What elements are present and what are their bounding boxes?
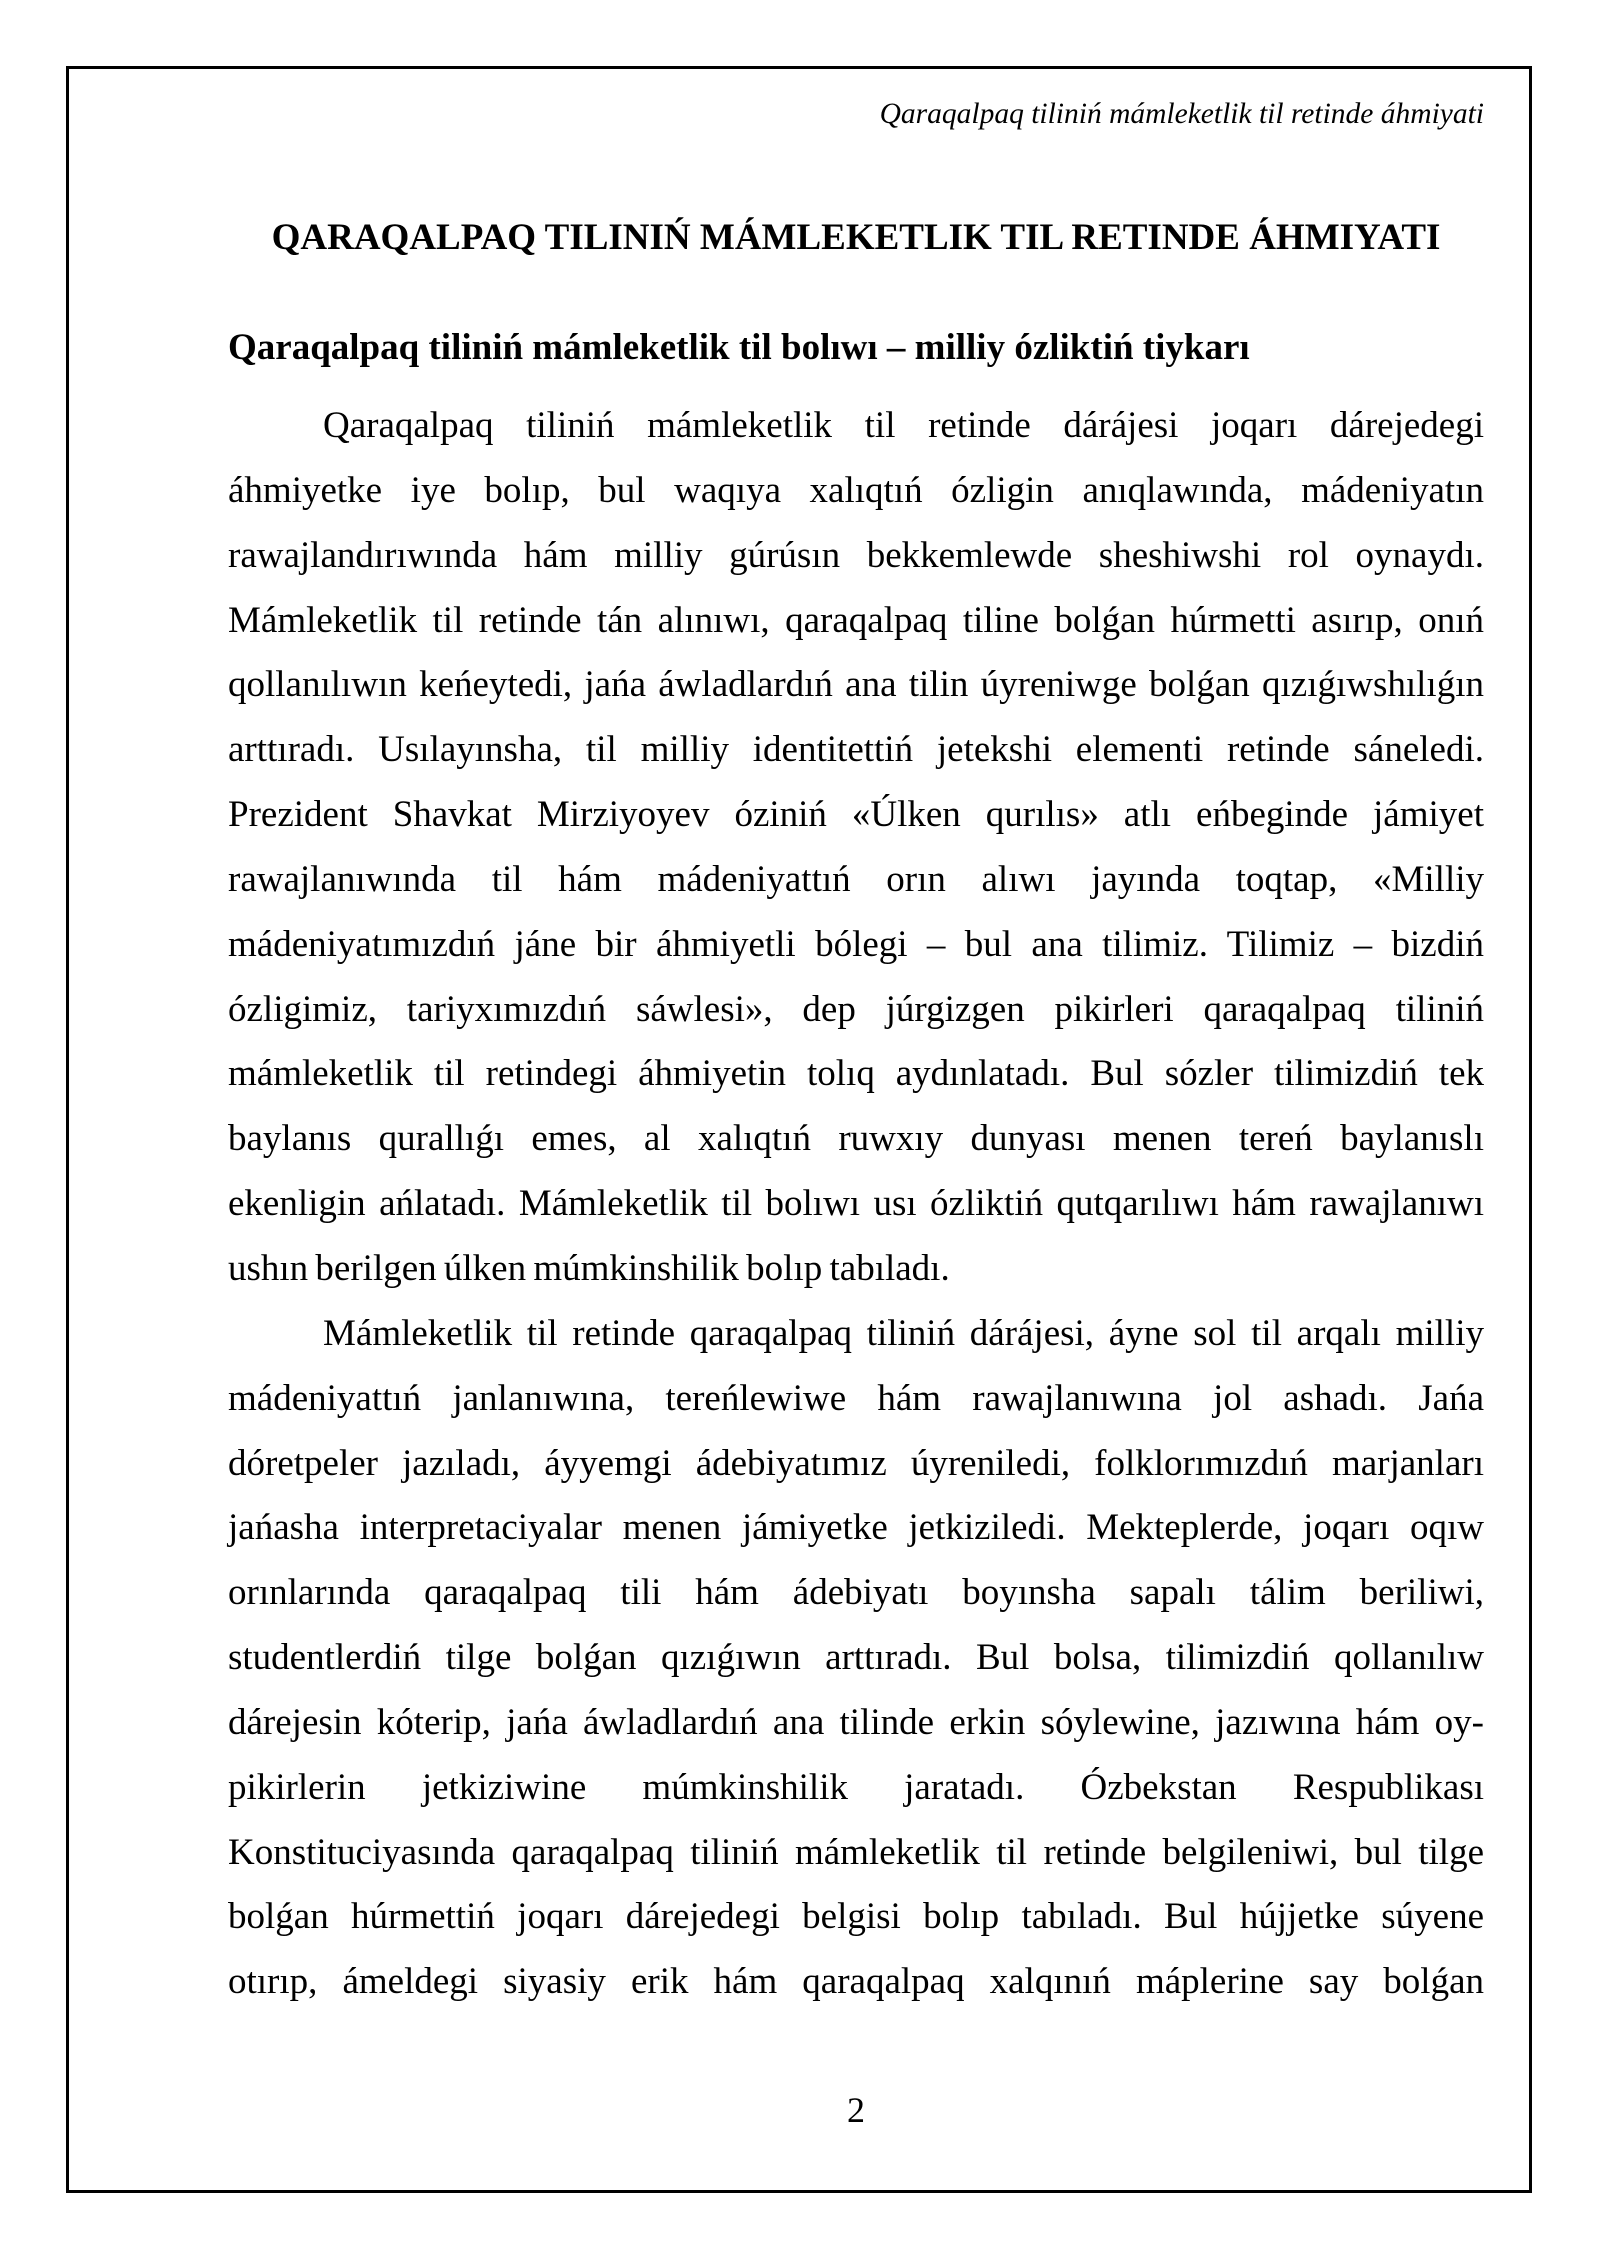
body-text-line: jańasha interpretaciyalar menen jámiyetke jetkiziledi. Mekteplerde, joqarı oqıw [228, 1507, 1484, 1549]
body-text-line: ekenligin ańlatadı. Mámleketlik til bolıwı usı ózliktiń qutqarılıwı hám rawajlanıwı [228, 1183, 1484, 1225]
body-text-line: orınlarında qaraqalpaq tili hám ádebiyatı boyınsha sapalı tálim beriliwi, [228, 1572, 1484, 1614]
body-text-line: dóretpeler jazıladı, áyyemgi ádebiyatımız úyreniledi, folklorımızdıń marjanları [228, 1442, 1484, 1484]
section-heading: Qaraqalpaq tiliniń mámleketlik til bolıwı – milliy ózliktiń tiykarı [228, 327, 1250, 368]
body-text-line: pikirlerin jetkiziwine múmkinshilik jaratadı. Ózbekstan Respublikası [228, 1766, 1484, 1808]
page-number: 2 [847, 2090, 865, 2130]
body-text-line: dárejesin kóterip, jańa áwladlardıń ana tilinde erkin sóylewine, jazıwına hám oy- [228, 1701, 1484, 1743]
document-title: QARAQALPAQ TILINIŃ MÁMLEKETLIK TIL RETINDE ÁHMIYATI [271, 217, 1441, 258]
body-text [228, 394, 1484, 2015]
body-text-line: qollanılıwın keńeytedi, jańa áwladlardıń ana tilin úyreniwge bolǵan qızıǵıwshılıǵın [228, 664, 1484, 706]
body-text-line: Mámleketlik til retinde tán alınıwı, qaraqalpaq tiline bolǵan húrmetti asırıp, onıń [228, 599, 1484, 641]
body-text-line: áhmiyetke iye bolıp, bul waqıya xalıqtıń ózligin anıqlawında, mádeniyatın [228, 469, 1484, 511]
body-text-line: Qaraqalpaq tiliniń mámleketlik til retinde dárájesi joqarı dárejedegi [323, 405, 1484, 446]
body-text-line: arttıradı. Usılayınsha, til milliy identitettiń jetekshi elementi retinde sáneledi. [228, 729, 1484, 771]
body-text-line: bolǵan húrmettiń joqarı dárejedegi belgisi bolıp tabıladı. Bul hújjetke súyene [228, 1896, 1484, 1938]
body-text-line: baylanıs qurallıǵı emes, al xalıqtıń ruwxıy dunyası menen tereń baylanıslı [228, 1118, 1484, 1160]
body-text-line: ushın berilgen úlken múmkinshilik bolıp tabıladı. [228, 1247, 950, 1289]
body-text-line: rawajlanıwında til hám mádeniyattıń orın alıwı jayında toqtap, «Milliy [228, 858, 1484, 900]
body-text-line: studentlerdiń tilge bolǵan qızıǵıwın arttıradı. Bul bolsa, tilimizdiń qollanılıw [228, 1637, 1484, 1679]
body-text-line: Mámleketlik til retinde qaraqalpaq tiliniń dárájesi, áyne sol til arqalı milliy [323, 1312, 1484, 1354]
body-text-line: otırıp, ámeldegi siyasiy erik hám qaraqalpaq xalqınıń máplerine say bolǵan [228, 1961, 1484, 2003]
body-text-line: ózligimiz, tariyxımızdıń sáwlesi», dep júrgizgen pikirleri qaraqalpaq tiliniń [228, 988, 1484, 1030]
body-text-line: mádeniyatımızdıń jáne bir áhmiyetli bólegi – bul ana tilimiz. Tilimiz – bizdiń [228, 923, 1484, 965]
body-text-line: mámleketlik til retindegi áhmiyetin tolıq aydınlatadı. Bul sózler tilimizdiń tek [228, 1053, 1484, 1095]
body-text-line: Prezident Shavkat Mirziyoyev óziniń «Úlken qurılıs» atlı eńbeginde jámiyet [228, 794, 1484, 836]
body-text-line: rawajlandırıwında hám milliy gúrúsın bekkemlewde sheshiwshi rol oynaydı. [228, 534, 1484, 576]
body-text-line: mádeniyattıń janlanıwına, tereńlewiwe hám rawajlanıwına jol ashadı. Jańa [228, 1377, 1484, 1419]
running-header: Qaraqalpaq tiliniń mámleketlik til retinde áhmiyati [879, 98, 1484, 130]
paragraph [228, 1302, 1484, 2015]
body-text-line: Konstituciyasında qaraqalpaq tiliniń mámleketlik til retinde belgileniwi, bul tilge [228, 1831, 1484, 1873]
paragraph [228, 394, 1484, 1302]
